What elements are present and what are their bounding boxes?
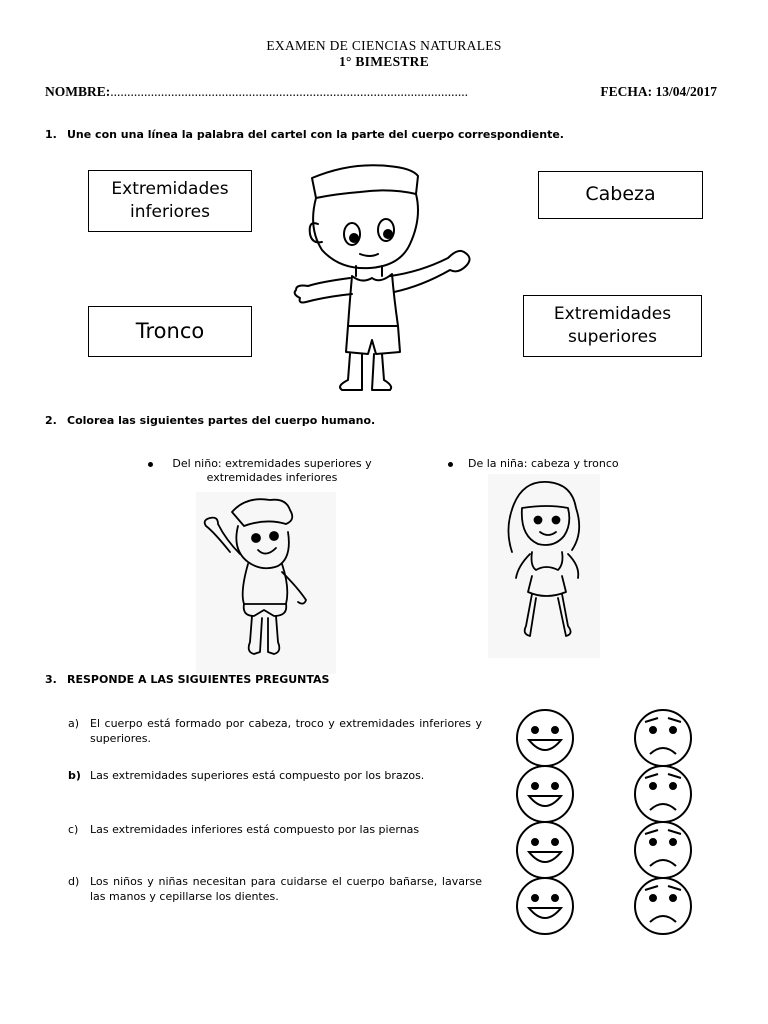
- question-number: 1.: [45, 128, 57, 141]
- happy-face-icon[interactable]: [517, 878, 573, 934]
- happy-face-icon[interactable]: [517, 822, 573, 878]
- sad-face-icon[interactable]: [635, 822, 691, 878]
- label-box-tronco[interactable]: Tronco: [88, 306, 252, 357]
- sad-face-icon[interactable]: [635, 710, 691, 766]
- answer-c: c) Las extremidades inferiores está compuesto por las piernas: [68, 823, 420, 836]
- nombre-field[interactable]: ..........................................................................................................: [110, 84, 468, 99]
- question-text: RESPONDE A LAS SIGUIENTES PREGUNTAS: [67, 673, 330, 686]
- label-box-extremidades-superiores[interactable]: Extremidades superiores: [523, 295, 702, 357]
- exam-title: EXAMEN DE CIENCIAS NATURALES: [266, 38, 502, 53]
- happy-face-icon[interactable]: [517, 710, 573, 766]
- fecha-label: FECHA: 13/04/2017: [600, 84, 717, 99]
- bullet-dot: [448, 462, 453, 467]
- sad-face-icon[interactable]: [635, 878, 691, 934]
- question-text: Colorea las siguientes partes del cuerpo humano.: [67, 414, 376, 427]
- name-date-row: [45, 84, 717, 100]
- answer-d: d) Los niños y niñas necesitan para cuidarse el cuerpo bañarse, lavarse las manos y cepillarse los dientes.: [68, 875, 482, 903]
- nombre-label: NOMBRE:: [45, 84, 111, 99]
- answer-b: b) Las extremidades superiores está compuesto por los brazos.: [68, 769, 425, 782]
- girl-coloring-illustration: [488, 474, 600, 658]
- boy-body-illustration: [290, 158, 480, 398]
- bullet-girl-instruction: De la niña: cabeza y tronco: [468, 457, 619, 470]
- happy-faces-column: [510, 708, 580, 938]
- label-box-extremidades-inferiores[interactable]: Extremidades inferiores: [88, 170, 252, 232]
- bullet-dot: [148, 462, 153, 467]
- answer-a: a) El cuerpo está formado por cabeza, troco y extremidades inferiores y superiores.: [68, 717, 482, 745]
- question-text: Une con una línea la palabra del cartel con la parte del cuerpo correspondiente.: [67, 128, 564, 141]
- sad-face-icon[interactable]: [635, 766, 691, 822]
- label-box-cabeza[interactable]: Cabeza: [538, 171, 703, 219]
- bullet-boy-instruction: Del niño: extremidades superiores y extremidades inferiores: [172, 457, 372, 484]
- happy-face-icon[interactable]: [517, 766, 573, 822]
- exam-subtitle: 1° BIMESTRE: [338, 54, 430, 69]
- sad-faces-column: [628, 708, 698, 938]
- boy-coloring-illustration: [196, 492, 336, 674]
